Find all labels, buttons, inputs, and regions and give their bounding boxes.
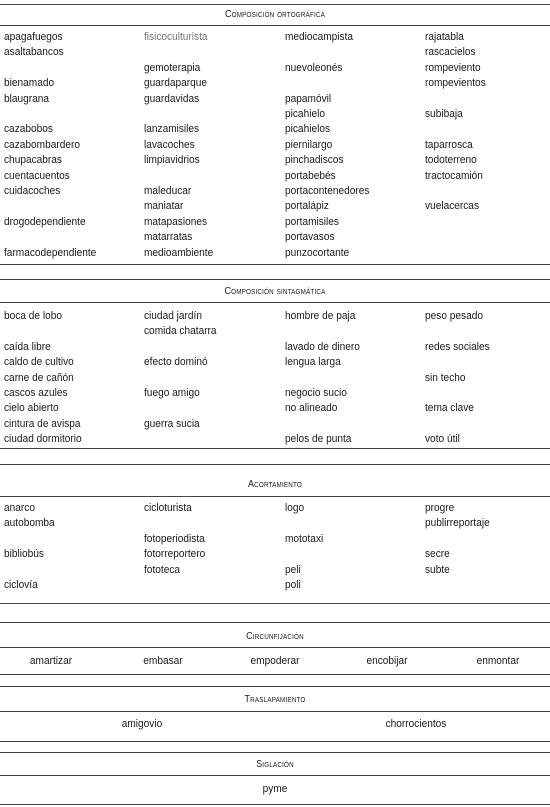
section-rule-bottom (0, 264, 550, 265)
word-cell: farmacodependiente (4, 246, 97, 259)
word-cell: caída libre (4, 340, 51, 353)
word-cell: nuevoleonés (285, 61, 343, 74)
word-cell: lavacoches (144, 138, 195, 151)
word-cell: vuelacercas (425, 200, 480, 213)
word-cell: pelos de punta (285, 433, 352, 446)
word-cell: papamóvil (285, 92, 332, 105)
word-cell: mototaxi (285, 532, 324, 545)
word-cell: mediocampista (285, 31, 354, 43)
word-cell: lavado de dinero (285, 340, 360, 353)
word-cell: hombre de paja (285, 310, 356, 322)
word-cell: chupacabras (4, 154, 62, 167)
word-cell: asaltabancos (4, 46, 64, 59)
section-rule-bottom (0, 603, 550, 604)
word-cell: ciudad dormitorio (4, 433, 82, 446)
section-rule-mid (0, 25, 550, 26)
word-cell: rascacielos (425, 46, 476, 59)
word-cell: no alineado (285, 402, 338, 415)
word-cell: portavasos (285, 231, 335, 244)
section-rule-top (0, 752, 550, 753)
section-rule-bottom (0, 741, 550, 742)
word-cell: negocio sucio (285, 387, 347, 399)
word-cell: cuidacoches (4, 185, 61, 197)
word-cell: cicloturista (144, 502, 192, 514)
word-cell: empoderar (250, 655, 300, 667)
section-rule-bottom (0, 448, 550, 449)
word-cell: taparrosca (425, 138, 473, 151)
word-cell: matapasiones (144, 215, 208, 228)
word-cell: ciclovía (4, 579, 38, 591)
section-rule-bottom (0, 804, 550, 805)
word-cell: chorrocientos (385, 718, 447, 730)
word-cell: picahielo (285, 108, 325, 120)
word-cell: fotoperiodista (144, 532, 205, 545)
word-cell: piernilargo (285, 138, 333, 151)
word-cell: bienamado (4, 77, 55, 90)
word-cell: fisicoculturista (144, 31, 208, 43)
word-cell: apagafuegos (4, 31, 63, 43)
word-cell: rompevientos (425, 77, 486, 90)
word-cell: progre (425, 502, 455, 514)
word-cell: cuentacuentos (4, 169, 70, 182)
word-cell: guerra sucia (144, 417, 200, 430)
section-title: Circunfijación (246, 631, 304, 642)
section-title: Siglación (256, 759, 294, 770)
section-rule-mid (0, 775, 550, 776)
word-cell: carne de cañón (4, 371, 74, 384)
word-cell: peso pesado (425, 310, 483, 322)
word-cell: cascos azules (4, 387, 68, 399)
word-cell: portacontenedores (285, 185, 370, 197)
word-cell: maleducar (144, 185, 192, 197)
section-rule-top (0, 686, 550, 687)
word-cell: efecto dominó (144, 356, 208, 369)
word-cell: amartizar (29, 655, 73, 667)
word-cell: lanzamisiles (144, 123, 200, 136)
word-cell: tractocamión (425, 169, 483, 182)
section-rule-top (0, 622, 550, 623)
word-cell: bibliobús (4, 548, 44, 561)
word-cell: picahielos (285, 123, 331, 136)
word-cell: fotorreportero (144, 548, 206, 561)
word-cell: embasar (143, 655, 183, 667)
word-cell: peli (285, 563, 301, 576)
word-cell: comida chatarra (144, 325, 217, 338)
word-cell: portabebés (285, 169, 336, 182)
word-cell: logo (285, 502, 305, 514)
word-cell: fototeca (144, 563, 181, 576)
word-cell: enmontar (476, 655, 520, 667)
section-rule-top (0, 464, 550, 465)
word-cell: poli (285, 579, 301, 591)
word-cell: punzocortante (285, 246, 350, 259)
section-title: Composición ortográfica (224, 9, 326, 20)
word-cell: subte (425, 563, 450, 576)
word-cell: subibaja (425, 108, 463, 120)
word-cell: secre (425, 548, 450, 561)
word-cell: lengua larga (285, 356, 341, 369)
word-cell: rajatabla (425, 31, 464, 43)
section-title: Traslapamiento (244, 694, 306, 705)
word-cell: anarco (4, 502, 35, 514)
word-cell: encobijar (366, 655, 408, 667)
word-cell: medioambiente (144, 246, 214, 259)
word-cell: ciudad jardín (144, 310, 202, 322)
section-title: Acortamiento (247, 479, 303, 490)
section-rule-top (0, 4, 550, 5)
word-cell: cielo abierto (4, 402, 59, 415)
word-cell: cintura de avispa (4, 417, 81, 430)
word-cell: amigovio (121, 718, 163, 730)
section-rule-top (0, 279, 550, 280)
word-cell: rompeviento (425, 61, 481, 74)
section-rule-mid (0, 496, 550, 497)
section-title: Composición sintagmática (224, 286, 326, 297)
word-cell: caldo de cultivo (4, 356, 74, 369)
word-cell: maniatar (144, 200, 184, 213)
section-rule-mid (0, 711, 550, 712)
word-cell: pinchadiscos (285, 154, 344, 167)
word-cell: autobomba (4, 517, 55, 530)
word-cell: cazabombardero (4, 138, 80, 151)
word-cell: portamisiles (285, 215, 339, 228)
word-cell: voto útil (425, 433, 460, 446)
section-rule-mid (0, 647, 550, 648)
word-cell: matarratas (144, 231, 193, 244)
word-cell: todoterreno (425, 154, 477, 167)
word-cell: guardaparque (144, 77, 208, 90)
word-cell: pyme (262, 783, 288, 795)
word-cell: limpiavidrios (144, 154, 200, 167)
word-cell: cazabobos (4, 123, 53, 136)
section-rule-bottom (0, 674, 550, 675)
word-cell: redes sociales (425, 340, 490, 353)
word-cell: fuego amigo (144, 387, 200, 399)
word-cell: portalápiz (285, 200, 329, 213)
word-cell: sin techo (425, 371, 466, 384)
word-cell: publirreportaje (425, 517, 490, 530)
word-cell: boca de lobo (4, 310, 62, 322)
word-cell: blaugrana (4, 92, 50, 105)
word-cell: drogodependiente (4, 215, 86, 228)
word-cell: tema clave (425, 402, 474, 415)
section-rule-mid (0, 302, 550, 303)
word-cell: gemoterapia (144, 61, 201, 74)
word-cell: guardavidas (144, 92, 200, 105)
